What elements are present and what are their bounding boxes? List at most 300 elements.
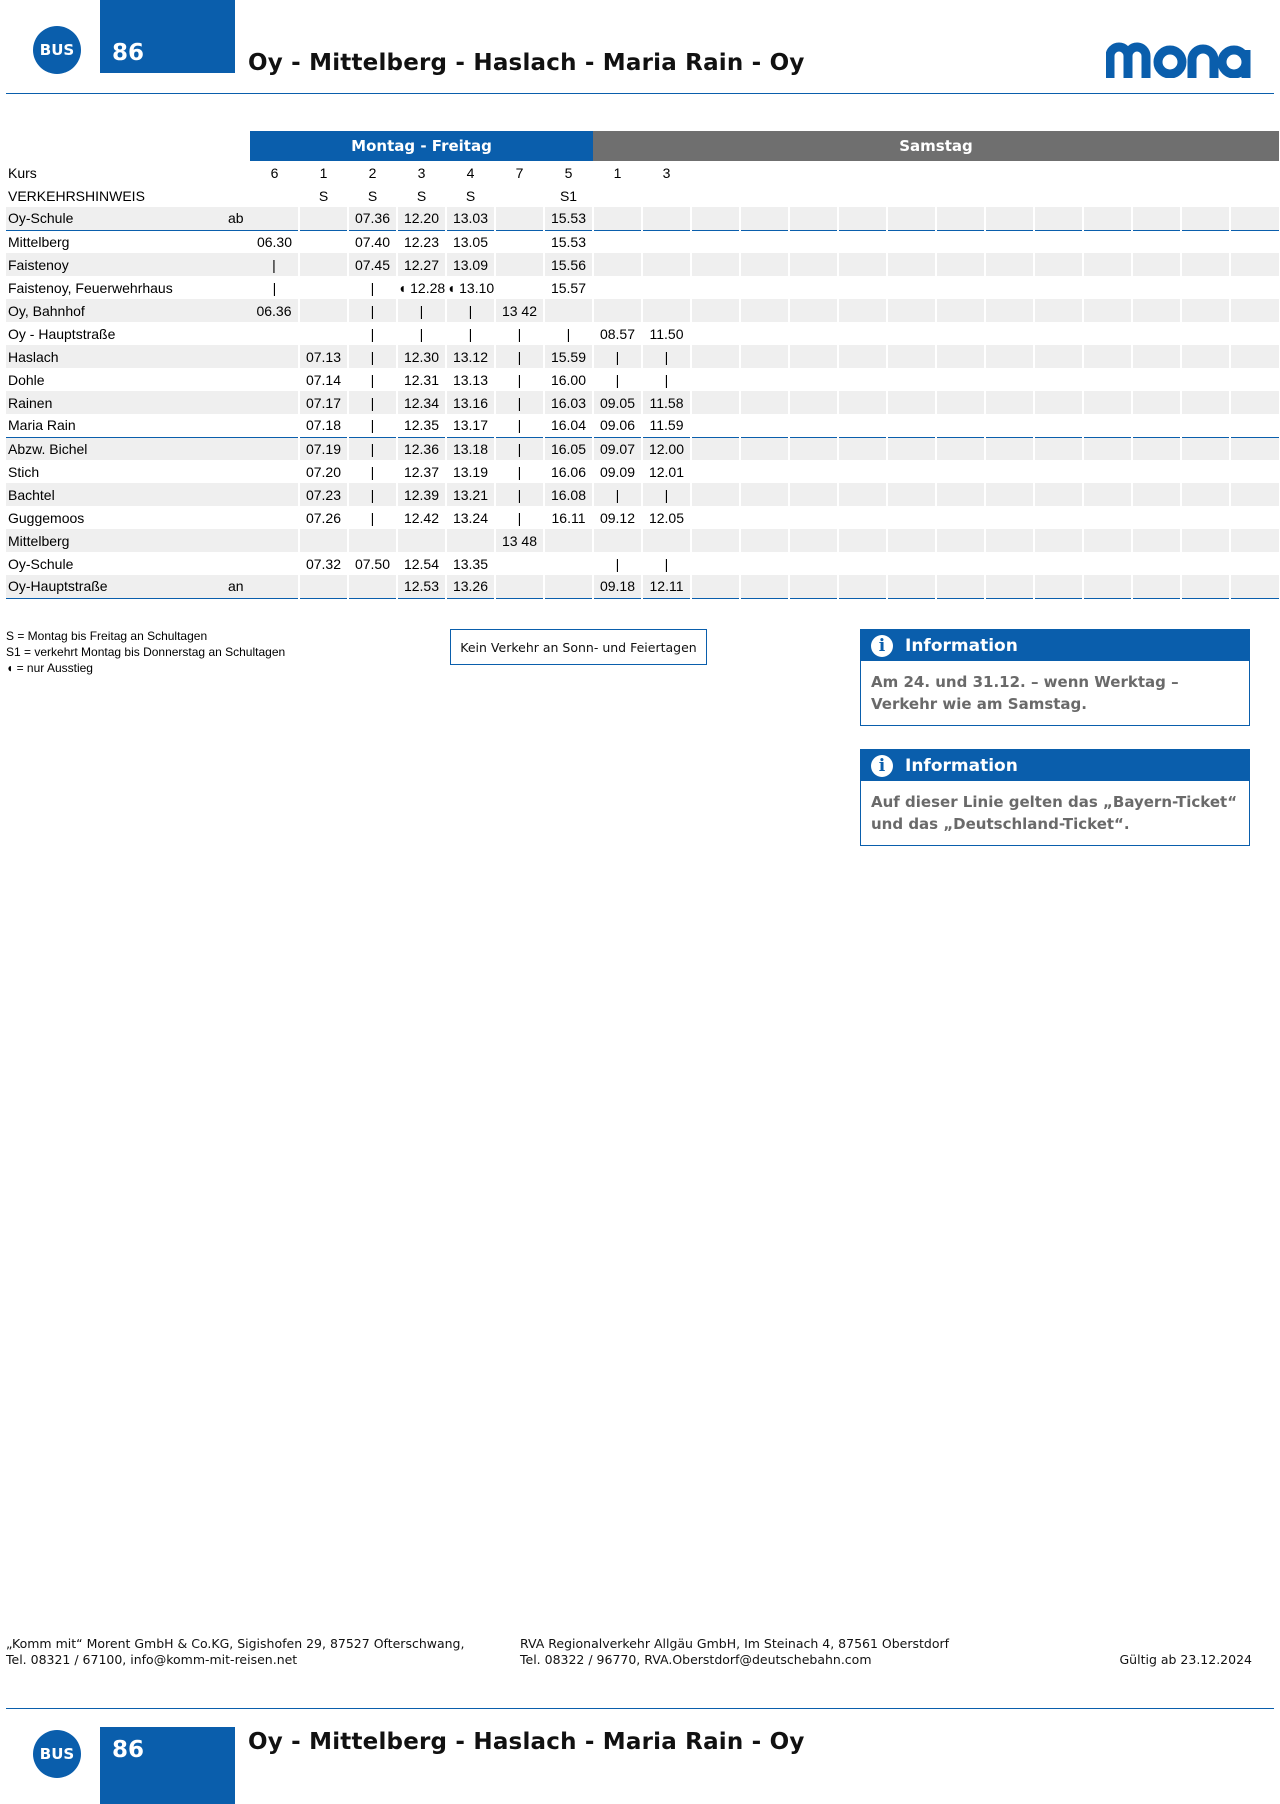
direction-marker	[228, 483, 250, 506]
time-cell	[250, 368, 299, 391]
time-cell: |	[593, 345, 642, 368]
empty-cell	[985, 345, 1034, 368]
empty-cell	[1132, 575, 1181, 598]
empty-cell	[887, 552, 936, 575]
timetable-header-row	[6, 131, 1279, 161]
time-cell	[544, 552, 593, 575]
empty-cell	[1230, 575, 1279, 598]
time-cell: |	[419, 325, 424, 342]
empty-cell	[1132, 184, 1181, 207]
empty-cell	[985, 299, 1034, 322]
empty-cell	[838, 552, 887, 575]
info-box	[860, 749, 1250, 846]
stop-name: Haslach	[6, 345, 228, 368]
empty-cell	[740, 230, 789, 253]
empty-cell	[740, 368, 789, 391]
footer-line: Tel. 08322 / 96770, RVA.Oberstdorf@deutschebahn.com	[520, 1652, 872, 1667]
empty-cell	[1083, 345, 1132, 368]
time-cell	[593, 276, 642, 299]
timetable-row	[6, 207, 1279, 230]
empty-cell	[1181, 575, 1230, 598]
empty-cell	[1132, 391, 1181, 414]
empty-cell	[1083, 253, 1132, 276]
empty-cell	[985, 276, 1034, 299]
time-cell: 11.58	[642, 391, 691, 414]
empty-cell	[838, 529, 887, 552]
time-cell: 5	[564, 164, 573, 181]
empty-cell	[691, 414, 740, 437]
empty-cell	[1181, 184, 1230, 207]
empty-cell	[1181, 345, 1230, 368]
empty-cell	[887, 345, 936, 368]
time-cell: |	[397, 299, 446, 322]
empty-cell	[1132, 161, 1181, 184]
empty-cell	[1083, 414, 1132, 437]
time-cell	[299, 207, 348, 230]
empty-cell	[1034, 253, 1083, 276]
line-number: 86	[112, 1737, 145, 1763]
time-cell	[495, 253, 544, 276]
empty-cell	[936, 299, 985, 322]
time-cell: 12.31	[403, 371, 440, 388]
time-cell: 07.50	[354, 555, 391, 572]
empty-cell	[887, 414, 936, 437]
empty-cell	[1132, 276, 1181, 299]
bus-badge	[33, 26, 81, 74]
empty-cell	[838, 345, 887, 368]
time-cell: |	[642, 345, 691, 368]
empty-cell	[936, 437, 985, 460]
empty-cell	[838, 437, 887, 460]
timetable-row	[6, 483, 1279, 506]
stop-name: Guggemoos	[8, 509, 85, 526]
empty-cell	[985, 552, 1034, 575]
time-cell: |	[495, 483, 544, 506]
time-cell: 13.09	[446, 253, 495, 276]
empty-cell	[1230, 437, 1279, 460]
empty-cell	[1083, 552, 1132, 575]
footer-rule	[6, 1708, 1274, 1709]
empty-cell	[789, 460, 838, 483]
time-cell	[642, 276, 691, 299]
empty-cell	[1083, 230, 1132, 253]
empty-cell	[985, 207, 1034, 230]
time-cell	[250, 391, 299, 414]
time-cell	[299, 253, 348, 276]
time-cell: 15.53	[550, 233, 587, 250]
time-cell: 07.40	[354, 233, 391, 250]
time-cell: 09.06	[593, 414, 642, 437]
timetable-row	[6, 552, 1279, 575]
time-cell: 07.19	[299, 437, 348, 460]
empty-cell	[985, 230, 1034, 253]
empty-cell	[1181, 299, 1230, 322]
mona-logo	[1106, 38, 1252, 78]
empty-cell	[789, 529, 838, 552]
time-cell: 13.26	[446, 575, 495, 598]
time-cell: 12.05	[648, 509, 685, 526]
empty-cell	[1034, 552, 1083, 575]
direction-marker	[228, 299, 250, 322]
time-cell: 15.59	[544, 345, 593, 368]
empty-cell	[789, 483, 838, 506]
time-cell: 12.42	[403, 509, 440, 526]
empty-cell	[789, 391, 838, 414]
time-cell	[642, 253, 691, 276]
empty-cell	[691, 437, 740, 460]
time-cell: |	[348, 483, 397, 506]
time-cell: 07.14	[305, 371, 342, 388]
empty-cell	[838, 253, 887, 276]
empty-cell	[936, 322, 985, 345]
empty-cell	[1083, 460, 1132, 483]
stop-name: Oy-Schule	[6, 207, 228, 230]
info-box-title: Information	[905, 635, 1018, 656]
empty-cell	[1083, 161, 1132, 184]
empty-cell	[1034, 161, 1083, 184]
empty-cell	[1132, 460, 1181, 483]
empty-cell	[838, 391, 887, 414]
time-cell: |	[468, 325, 473, 342]
time-cell	[593, 230, 642, 253]
time-cell: 07.18	[299, 414, 348, 437]
time-cell	[495, 276, 544, 299]
direction-marker	[228, 437, 250, 460]
empty-cell	[1230, 253, 1279, 276]
empty-cell	[887, 460, 936, 483]
direction-marker	[228, 253, 250, 276]
time-cell	[299, 322, 348, 345]
empty-cell	[691, 368, 740, 391]
info-box-text: Am 24. und 31.12. – wenn Werktag – Verkehr wie am Samstag.	[871, 673, 1179, 713]
empty-cell	[789, 253, 838, 276]
empty-cell	[1230, 161, 1279, 184]
direction-marker	[228, 391, 250, 414]
time-cell: 06.36	[250, 299, 299, 322]
time-cell: 12.35	[397, 414, 446, 437]
time-cell: 16.05	[544, 437, 593, 460]
empty-cell	[691, 184, 740, 207]
time-cell: |	[517, 371, 522, 388]
empty-cell	[1132, 345, 1181, 368]
time-cell: 13.17	[446, 414, 495, 437]
timetable	[6, 131, 1279, 599]
empty-cell	[985, 253, 1034, 276]
info-box-header	[861, 750, 1249, 781]
timetable-row	[6, 506, 1279, 529]
stop-name: Kurs	[8, 164, 37, 181]
time-cell: |	[495, 414, 544, 437]
time-cell: 12.11	[642, 575, 691, 598]
time-cell: 12.39	[397, 483, 446, 506]
time-cell: |	[495, 345, 544, 368]
empty-cell	[1034, 230, 1083, 253]
stop-name: Oy-Schule	[8, 555, 74, 572]
time-cell: 09.12	[599, 509, 636, 526]
empty-cell	[1132, 299, 1181, 322]
empty-cell	[887, 437, 936, 460]
empty-cell	[936, 391, 985, 414]
stop-name: Oy - Hauptstraße	[8, 325, 116, 342]
time-cell	[544, 529, 593, 552]
time-cell: S	[416, 187, 427, 204]
line-number-box	[100, 0, 235, 73]
time-cell: 4	[466, 164, 475, 181]
empty-cell	[1132, 207, 1181, 230]
time-cell: |	[370, 279, 375, 296]
time-cell: 07.17	[299, 391, 348, 414]
empty-cell	[1181, 391, 1230, 414]
time-cell	[250, 437, 299, 460]
empty-cell	[1132, 529, 1181, 552]
stop-name: Dohle	[8, 371, 45, 388]
time-cell: 3	[417, 164, 426, 181]
empty-cell	[1181, 368, 1230, 391]
time-cell: 13.19	[452, 463, 489, 480]
empty-cell	[936, 207, 985, 230]
time-cell	[250, 529, 299, 552]
time-cell	[299, 276, 348, 299]
time-cell: 16.11	[551, 509, 586, 526]
empty-cell	[1230, 391, 1279, 414]
time-cell: 13.18	[446, 437, 495, 460]
empty-cell	[1083, 506, 1132, 529]
empty-cell	[838, 460, 887, 483]
time-cell	[250, 483, 299, 506]
direction-marker	[228, 276, 250, 299]
empty-cell	[740, 437, 789, 460]
direction-marker	[228, 368, 250, 391]
legend-item: ◖ = nur Ausstieg	[6, 661, 93, 675]
empty-cell	[838, 276, 887, 299]
empty-cell	[691, 529, 740, 552]
empty-cell	[1083, 368, 1132, 391]
empty-cell	[887, 391, 936, 414]
empty-cell	[985, 161, 1034, 184]
empty-cell	[1034, 299, 1083, 322]
empty-cell	[936, 230, 985, 253]
time-cell: 12.27	[397, 253, 446, 276]
time-cell: S	[318, 187, 329, 204]
empty-cell	[887, 276, 936, 299]
direction-marker	[228, 460, 250, 483]
time-cell: |	[348, 414, 397, 437]
empty-cell	[1083, 391, 1132, 414]
time-cell: 12.34	[397, 391, 446, 414]
empty-cell	[936, 529, 985, 552]
time-cell: S	[465, 187, 476, 204]
stop-name: Mittelberg	[8, 233, 70, 250]
empty-cell	[838, 506, 887, 529]
timetable-row	[6, 391, 1279, 414]
time-cell: 6	[270, 164, 279, 181]
empty-cell	[838, 414, 887, 437]
time-cell: |	[348, 391, 397, 414]
time-cell: |	[517, 325, 522, 342]
empty-cell	[1132, 483, 1181, 506]
empty-cell	[740, 322, 789, 345]
empty-cell	[936, 552, 985, 575]
empty-cell	[1230, 230, 1279, 253]
empty-cell	[838, 322, 887, 345]
info-box-header	[861, 630, 1249, 661]
empty-cell	[691, 322, 740, 345]
empty-cell	[691, 483, 740, 506]
empty-cell	[1034, 460, 1083, 483]
empty-cell	[691, 230, 740, 253]
time-cell	[250, 506, 299, 529]
empty-cell	[1230, 414, 1279, 437]
empty-cell	[1181, 506, 1230, 529]
empty-cell	[1230, 552, 1279, 575]
time-cell: ◖ 12.28	[397, 279, 446, 296]
info-box-title: Information	[905, 755, 1018, 776]
time-cell	[495, 552, 544, 575]
empty-cell	[740, 207, 789, 230]
time-cell	[250, 575, 299, 598]
empty-cell	[1034, 322, 1083, 345]
time-cell: 08.57	[599, 325, 636, 342]
time-cell: 13.03	[446, 207, 495, 230]
time-cell: |	[348, 345, 397, 368]
empty-cell	[887, 184, 936, 207]
page-title: Oy - Mittelberg - Haslach - Maria Rain - Oy	[248, 50, 805, 76]
time-cell: |	[495, 391, 544, 414]
time-cell	[250, 207, 299, 230]
empty-cell	[1132, 552, 1181, 575]
time-cell: 13.35	[452, 555, 489, 572]
time-cell: |	[517, 463, 522, 480]
time-cell	[642, 230, 691, 253]
time-cell	[593, 299, 642, 322]
timetable-row	[6, 299, 1279, 322]
empty-cell	[1230, 460, 1279, 483]
time-cell: 13.24	[452, 509, 489, 526]
time-cell	[593, 207, 642, 230]
direction-marker	[228, 184, 250, 207]
empty-cell	[1132, 230, 1181, 253]
empty-cell	[1181, 414, 1230, 437]
empty-cell	[887, 161, 936, 184]
empty-cell	[740, 506, 789, 529]
empty-cell	[1181, 529, 1230, 552]
time-cell: 2	[368, 164, 377, 181]
time-cell: |	[370, 371, 375, 388]
legend	[6, 628, 285, 676]
time-cell: 1	[319, 164, 328, 181]
bus-label: BUS	[39, 41, 75, 59]
time-cell: 12.30	[397, 345, 446, 368]
empty-cell	[985, 575, 1034, 598]
time-cell: |	[348, 299, 397, 322]
empty-cell	[838, 575, 887, 598]
empty-cell	[789, 184, 838, 207]
empty-cell	[1034, 368, 1083, 391]
empty-cell	[1230, 184, 1279, 207]
time-cell: 07.36	[348, 207, 397, 230]
empty-cell	[1132, 253, 1181, 276]
time-cell	[250, 322, 299, 345]
direction-marker	[228, 161, 250, 184]
time-cell: |	[615, 555, 620, 572]
time-cell: 15.56	[544, 253, 593, 276]
empty-cell	[789, 437, 838, 460]
group-montag-freitag: Montag - Freitag	[250, 131, 593, 161]
empty-cell	[1181, 253, 1230, 276]
time-cell	[642, 299, 691, 322]
empty-cell	[887, 575, 936, 598]
empty-cell	[1034, 575, 1083, 598]
info-icon: i	[871, 635, 893, 657]
footer-line: RVA Regionalverkehr Allgäu GmbH, Im Steinach 4, 87561 Oberstdorf	[520, 1636, 950, 1651]
time-cell	[250, 414, 299, 437]
empty-cell	[1132, 414, 1181, 437]
time-cell: 07.23	[299, 483, 348, 506]
header-spacer	[228, 131, 250, 161]
empty-cell	[740, 460, 789, 483]
time-cell: 06.30	[256, 233, 293, 250]
empty-cell	[838, 207, 887, 230]
timetable-row	[6, 276, 1279, 299]
empty-cell	[1181, 161, 1230, 184]
empty-cell	[1230, 483, 1279, 506]
time-cell: 09.05	[593, 391, 642, 414]
empty-cell	[1034, 345, 1083, 368]
direction-marker: ab	[228, 207, 250, 230]
time-cell: 13.21	[446, 483, 495, 506]
time-cell	[299, 230, 348, 253]
time-cell: |	[370, 509, 375, 526]
empty-cell	[1083, 575, 1132, 598]
timetable-row	[6, 460, 1279, 483]
empty-cell	[789, 161, 838, 184]
time-cell: 09.18	[593, 575, 642, 598]
empty-cell	[1132, 322, 1181, 345]
info-box-text: Auf dieser Linie gelten das „Bayern-Ticket“ und das „Deutschland-Ticket“.	[871, 793, 1238, 833]
time-cell: 16.06	[550, 463, 587, 480]
empty-cell	[936, 414, 985, 437]
empty-cell	[985, 322, 1034, 345]
empty-cell	[1230, 506, 1279, 529]
time-cell	[299, 529, 348, 552]
empty-cell	[1230, 276, 1279, 299]
time-cell: 13.13	[452, 371, 489, 388]
direction-marker	[228, 414, 250, 437]
time-cell: |	[250, 253, 299, 276]
empty-cell	[1230, 299, 1279, 322]
empty-cell	[985, 483, 1034, 506]
time-cell: 16.03	[544, 391, 593, 414]
timetable-row	[6, 414, 1279, 437]
empty-cell	[1230, 345, 1279, 368]
empty-cell	[740, 345, 789, 368]
empty-cell	[691, 506, 740, 529]
time-cell: 12.00	[642, 437, 691, 460]
time-cell	[299, 575, 348, 598]
timetable-row	[6, 437, 1279, 460]
time-cell: 13.05	[452, 233, 489, 250]
direction-marker	[228, 552, 250, 575]
time-cell: 12.23	[403, 233, 440, 250]
empty-cell	[789, 322, 838, 345]
time-cell: 12.01	[648, 463, 685, 480]
direction-marker	[228, 506, 250, 529]
time-cell	[642, 529, 691, 552]
timetable-row	[6, 161, 1279, 184]
empty-cell	[789, 345, 838, 368]
empty-cell	[789, 276, 838, 299]
empty-cell	[887, 230, 936, 253]
